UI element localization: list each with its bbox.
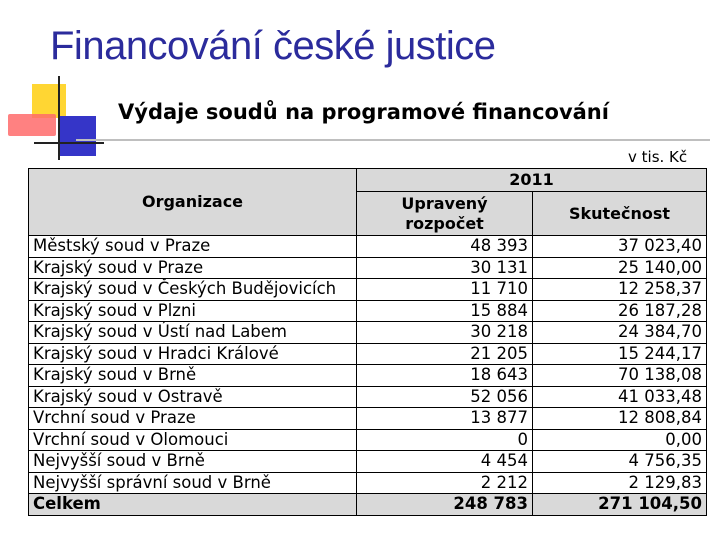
cell-actual: 37 023,40 bbox=[533, 236, 707, 258]
cell-budget: 21 205 bbox=[357, 343, 533, 365]
deco-blue-square bbox=[60, 116, 96, 156]
table-body bbox=[29, 236, 707, 516]
cell-organization: Nejvyšší soud v Brně bbox=[29, 451, 357, 473]
table-row bbox=[29, 472, 707, 494]
deco-red-bar bbox=[8, 114, 56, 136]
cell-organization: Krajský soud v Hradci Králové bbox=[29, 343, 357, 365]
cell-budget: 13 877 bbox=[357, 408, 533, 430]
cell-organization: Krajský soud v Českých Budějovicích bbox=[29, 279, 357, 301]
header-budget: Upravený rozpočet bbox=[357, 192, 533, 236]
cell-actual: 12 808,84 bbox=[533, 408, 707, 430]
deco-horizontal-line bbox=[34, 142, 104, 144]
cell-budget: 52 056 bbox=[357, 386, 533, 408]
cell-organization: Krajský soud v Ústí nad Labem bbox=[29, 322, 357, 344]
cell-budget: 0 bbox=[357, 429, 533, 451]
cell-budget: 15 884 bbox=[357, 300, 533, 322]
table-row bbox=[29, 408, 707, 430]
table-row bbox=[29, 300, 707, 322]
cell-budget: 48 393 bbox=[357, 236, 533, 258]
header-organization: Organizace bbox=[29, 169, 357, 236]
cell-budget: 30 218 bbox=[357, 322, 533, 344]
cell-organization: Krajský soud v Plzni bbox=[29, 300, 357, 322]
cell-actual: 12 258,37 bbox=[533, 279, 707, 301]
cell-organization: Městský soud v Praze bbox=[29, 236, 357, 258]
cell-organization: Vrchní soud v Olomouci bbox=[29, 429, 357, 451]
cell-organization: Krajský soud v Ostravě bbox=[29, 386, 357, 408]
cell-total-actual: 271 104,50 bbox=[533, 494, 707, 516]
table-row bbox=[29, 365, 707, 387]
cell-actual: 2 129,83 bbox=[533, 472, 707, 494]
cell-actual: 25 140,00 bbox=[533, 257, 707, 279]
table-row bbox=[29, 322, 707, 344]
cell-organization: Krajský soud v Brně bbox=[29, 365, 357, 387]
cell-actual: 0,00 bbox=[533, 429, 707, 451]
cell-actual: 24 384,70 bbox=[533, 322, 707, 344]
slide-subtitle: Výdaje soudů na programové financování bbox=[118, 100, 609, 124]
cell-actual: 26 187,28 bbox=[533, 300, 707, 322]
table-row bbox=[29, 386, 707, 408]
table-row bbox=[29, 236, 707, 258]
table-row bbox=[29, 429, 707, 451]
cell-organization: Nejvyšší správní soud v Brně bbox=[29, 472, 357, 494]
cell-actual: 41 033,48 bbox=[533, 386, 707, 408]
table-row bbox=[29, 343, 707, 365]
cell-organization: Vrchní soud v Praze bbox=[29, 408, 357, 430]
cell-organization: Krajský soud v Praze bbox=[29, 257, 357, 279]
cell-budget: 4 454 bbox=[357, 451, 533, 473]
deco-yellow-square bbox=[32, 84, 66, 118]
cell-budget: 30 131 bbox=[357, 257, 533, 279]
cell-budget: 11 710 bbox=[357, 279, 533, 301]
table-row bbox=[29, 451, 707, 473]
total-row bbox=[29, 494, 707, 516]
cell-budget: 18 643 bbox=[357, 365, 533, 387]
table-row bbox=[29, 257, 707, 279]
header-year: 2011 bbox=[357, 169, 707, 192]
slide-title: Financování české justice bbox=[50, 24, 496, 68]
divider-line bbox=[76, 139, 710, 141]
header-actual: Skutečnost bbox=[533, 192, 707, 236]
cell-total-label: Celkem bbox=[29, 494, 357, 516]
cell-budget: 2 212 bbox=[357, 472, 533, 494]
unit-label: v tis. Kč bbox=[628, 148, 688, 166]
table-row bbox=[29, 279, 707, 301]
cell-total-budget: 248 783 bbox=[357, 494, 533, 516]
cell-actual: 15 244,17 bbox=[533, 343, 707, 365]
deco-vertical-line bbox=[58, 76, 60, 160]
cell-actual: 4 756,35 bbox=[533, 451, 707, 473]
cell-actual: 70 138,08 bbox=[533, 365, 707, 387]
expenditure-table bbox=[28, 168, 707, 516]
